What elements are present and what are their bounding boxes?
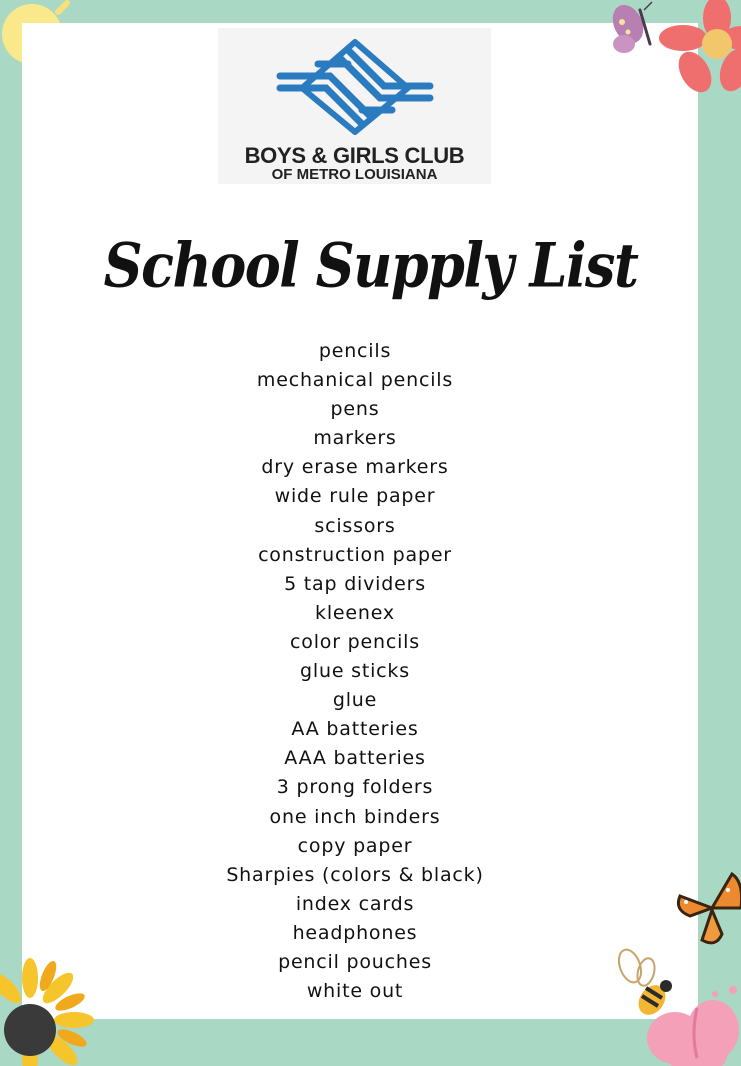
butterfly-icon: [672, 868, 741, 952]
list-item: copy paper: [297, 834, 413, 857]
list-item: dry erase markers: [261, 456, 449, 479]
list-item: white out: [306, 980, 404, 1003]
list-item: 3 prong folders: [276, 776, 434, 799]
list-item: mechanical pencils: [256, 369, 454, 392]
logo-location-line: OF METRO LOUISIANA: [271, 166, 438, 183]
list-item: AA batteries: [291, 718, 419, 741]
list-item: index cards: [295, 892, 415, 915]
list-item: 5 tap dividers: [284, 572, 426, 595]
club-logo-mark-icon: [270, 36, 440, 136]
logo-name-line: BOYS & GIRLS CLUB: [244, 143, 465, 168]
list-item: construction paper: [258, 543, 452, 566]
list-item: kleenex: [315, 601, 395, 624]
list-item: one inch binders: [269, 805, 441, 828]
list-item: glue sticks: [300, 660, 410, 683]
flower-icon: [641, 978, 741, 1066]
list-item: glue: [332, 689, 378, 712]
list-item: color pencils: [290, 630, 420, 653]
page-title: School Supply List: [103, 229, 638, 301]
list-item: Sharpies (colors & black): [226, 863, 484, 886]
list-item: scissors: [314, 514, 396, 537]
list-item: pencils: [318, 340, 392, 362]
flower-icon: [655, 0, 741, 100]
list-item: wide rule paper: [274, 485, 436, 508]
list-item: markers: [313, 427, 397, 450]
club-logo: [218, 28, 491, 184]
sunflower-icon: [0, 958, 100, 1066]
list-item: headphones: [292, 921, 418, 944]
list-item: pencil pouches: [278, 950, 432, 973]
list-item: pens: [330, 398, 380, 421]
supply-list: [0, 337, 710, 1006]
list-item: AAA batteries: [284, 747, 426, 770]
